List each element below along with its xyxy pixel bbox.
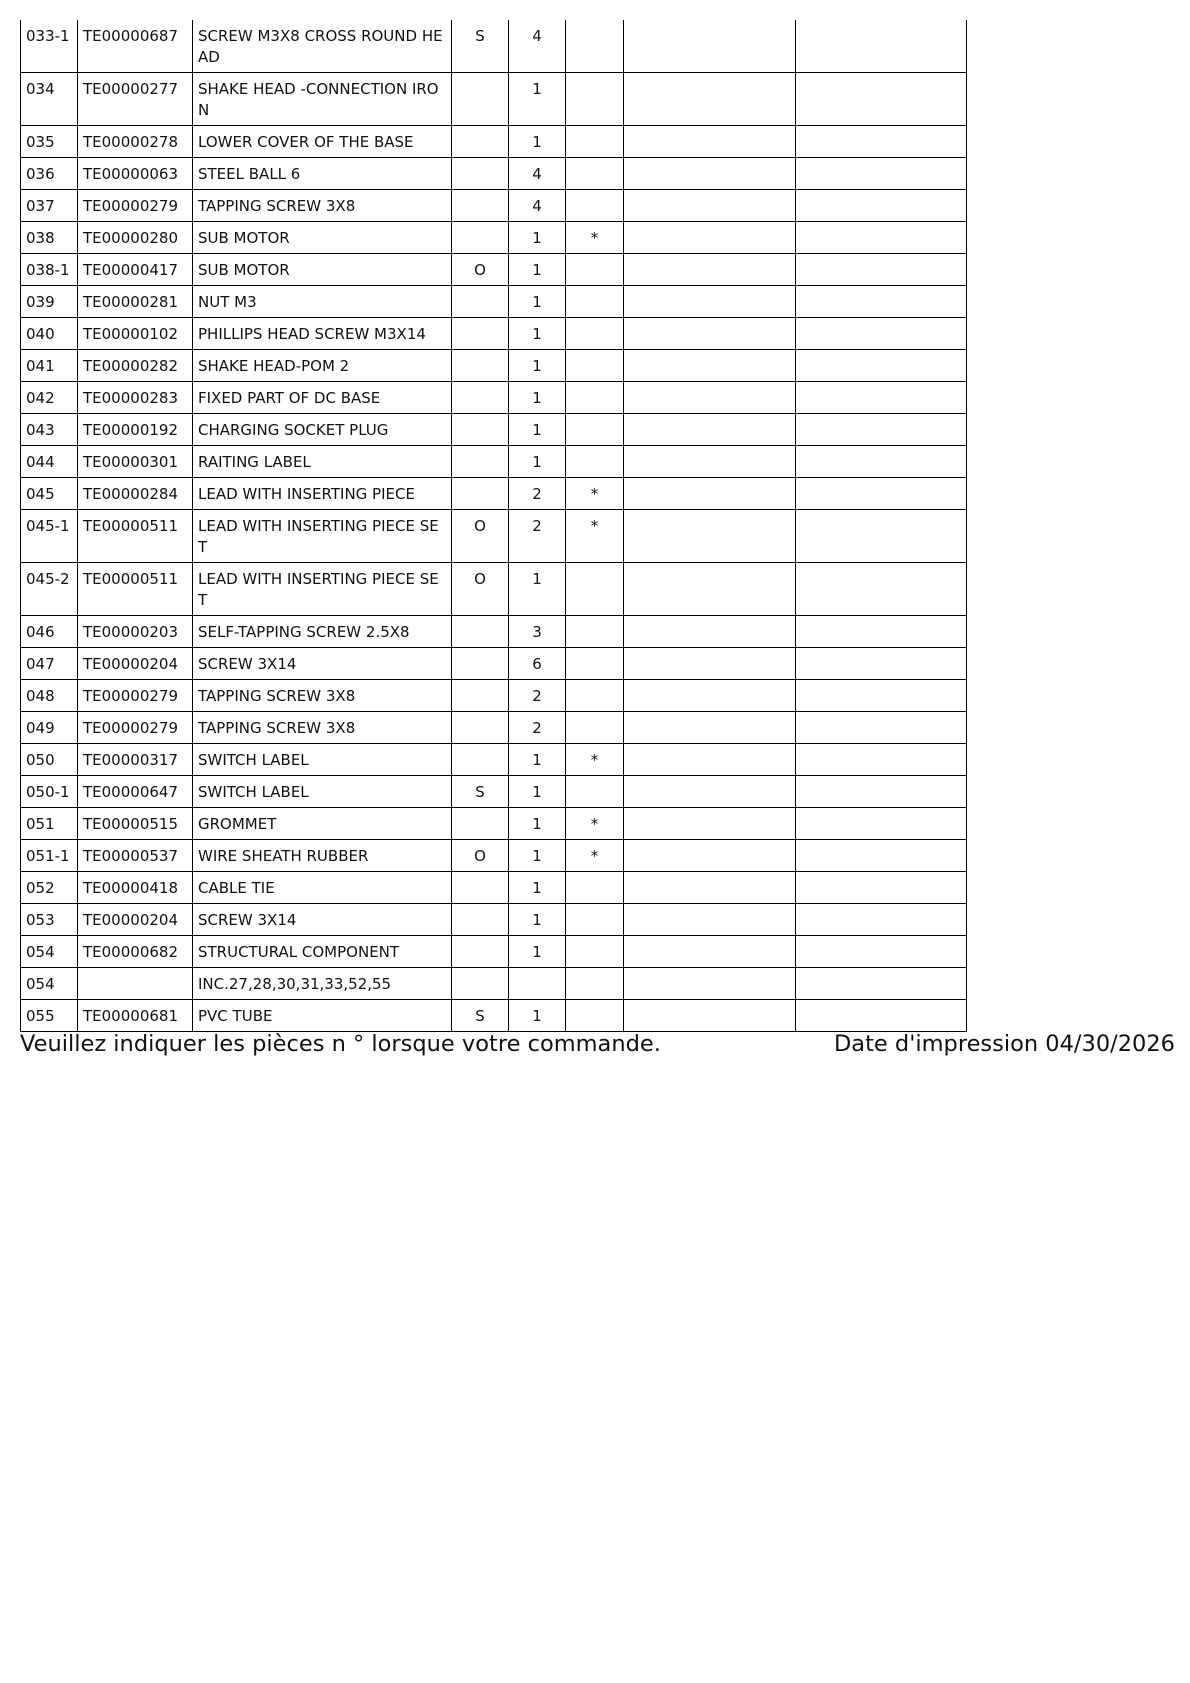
mark-cell: * — [566, 510, 624, 563]
blank-cell — [624, 904, 796, 936]
blank-cell — [624, 446, 796, 478]
part-number-cell: 051-1 — [21, 840, 78, 872]
blank-cell — [624, 510, 796, 563]
blank-cell — [796, 20, 967, 73]
description-cell: LEAD WITH INSERTING PIECE SE T — [193, 563, 452, 616]
description-cell: RAITING LABEL — [193, 446, 452, 478]
quantity-cell: 4 — [509, 20, 566, 73]
table-row — [21, 904, 967, 936]
mark-cell — [566, 126, 624, 158]
quantity-cell: 1 — [509, 222, 566, 254]
parts-table — [20, 20, 967, 1032]
part-number-cell: 052 — [21, 872, 78, 904]
mark-cell — [566, 286, 624, 318]
description-cell: SHAKE HEAD-POM 2 — [193, 350, 452, 382]
blank-cell — [624, 712, 796, 744]
blank-cell — [624, 680, 796, 712]
table-row — [21, 286, 967, 318]
blank-cell — [624, 318, 796, 350]
blank-cell — [624, 414, 796, 446]
flag-cell: S — [452, 776, 509, 808]
mark-cell — [566, 680, 624, 712]
mark-cell: * — [566, 808, 624, 840]
flag-cell — [452, 190, 509, 222]
table-row — [21, 414, 967, 446]
quantity-cell: 3 — [509, 616, 566, 648]
blank-cell — [624, 1000, 796, 1032]
mark-cell: * — [566, 478, 624, 510]
description-cell: LOWER COVER OF THE BASE — [193, 126, 452, 158]
description-cell: TAPPING SCREW 3X8 — [193, 680, 452, 712]
part-number-cell: 050-1 — [21, 776, 78, 808]
table-row — [21, 840, 967, 872]
blank-cell — [796, 254, 967, 286]
blank-cell — [796, 510, 967, 563]
blank-cell — [796, 776, 967, 808]
parts-table-body — [21, 20, 967, 1032]
quantity-cell: 1 — [509, 318, 566, 350]
blank-cell — [796, 1000, 967, 1032]
blank-cell — [796, 563, 967, 616]
description-cell: CABLE TIE — [193, 872, 452, 904]
table-row — [21, 446, 967, 478]
blank-cell — [796, 478, 967, 510]
table-row — [21, 478, 967, 510]
blank-cell — [796, 968, 967, 1000]
flag-cell — [452, 936, 509, 968]
part-number-cell: 049 — [21, 712, 78, 744]
part-code-cell: TE00000301 — [78, 446, 193, 478]
table-row — [21, 350, 967, 382]
mark-cell — [566, 563, 624, 616]
quantity-cell: 1 — [509, 808, 566, 840]
part-number-cell: 054 — [21, 936, 78, 968]
part-number-cell: 055 — [21, 1000, 78, 1032]
description-cell: SHAKE HEAD -CONNECTION IRO N — [193, 73, 452, 126]
flag-cell: O — [452, 563, 509, 616]
blank-cell — [624, 158, 796, 190]
part-number-cell: 044 — [21, 446, 78, 478]
quantity-cell: 1 — [509, 744, 566, 776]
quantity-cell: 2 — [509, 510, 566, 563]
blank-cell — [796, 446, 967, 478]
table-row — [21, 318, 967, 350]
quantity-cell: 1 — [509, 414, 566, 446]
description-cell: SWITCH LABEL — [193, 744, 452, 776]
blank-cell — [796, 350, 967, 382]
blank-cell — [624, 286, 796, 318]
flag-cell — [452, 808, 509, 840]
table-row — [21, 158, 967, 190]
blank-cell — [624, 968, 796, 1000]
part-code-cell: TE00000284 — [78, 478, 193, 510]
table-row — [21, 190, 967, 222]
quantity-cell: 4 — [509, 158, 566, 190]
blank-cell — [796, 318, 967, 350]
blank-cell — [624, 776, 796, 808]
flag-cell — [452, 478, 509, 510]
quantity-cell: 2 — [509, 478, 566, 510]
part-number-cell: 050 — [21, 744, 78, 776]
quantity-cell: 1 — [509, 446, 566, 478]
part-number-cell: 036 — [21, 158, 78, 190]
table-row — [21, 616, 967, 648]
flag-cell — [452, 712, 509, 744]
description-cell: SUB MOTOR — [193, 254, 452, 286]
mark-cell — [566, 872, 624, 904]
blank-cell — [624, 254, 796, 286]
blank-cell — [796, 382, 967, 414]
part-number-cell: 051 — [21, 808, 78, 840]
blank-cell — [624, 808, 796, 840]
part-number-cell: 045-1 — [21, 510, 78, 563]
part-number-cell: 053 — [21, 904, 78, 936]
flag-cell — [452, 286, 509, 318]
description-cell: SCREW 3X14 — [193, 648, 452, 680]
part-code-cell: TE00000537 — [78, 840, 193, 872]
part-code-cell: TE00000317 — [78, 744, 193, 776]
blank-cell — [796, 616, 967, 648]
part-code-cell: TE00000279 — [78, 680, 193, 712]
part-number-cell: 033-1 — [21, 20, 78, 73]
quantity-cell: 1 — [509, 840, 566, 872]
blank-cell — [624, 563, 796, 616]
table-row — [21, 776, 967, 808]
table-row — [21, 222, 967, 254]
description-cell: INC.27,28,30,31,33,52,55 — [193, 968, 452, 1000]
quantity-cell: 1 — [509, 563, 566, 616]
part-number-cell: 046 — [21, 616, 78, 648]
mark-cell: * — [566, 840, 624, 872]
quantity-cell: 1 — [509, 904, 566, 936]
quantity-cell: 1 — [509, 872, 566, 904]
part-number-cell: 045-2 — [21, 563, 78, 616]
description-cell: NUT M3 — [193, 286, 452, 318]
quantity-cell: 1 — [509, 776, 566, 808]
blank-cell — [624, 872, 796, 904]
blank-cell — [796, 872, 967, 904]
part-code-cell: TE00000203 — [78, 616, 193, 648]
part-code-cell: TE00000277 — [78, 73, 193, 126]
flag-cell — [452, 446, 509, 478]
mark-cell — [566, 73, 624, 126]
mark-cell — [566, 382, 624, 414]
part-number-cell: 038-1 — [21, 254, 78, 286]
part-code-cell: TE00000063 — [78, 158, 193, 190]
flag-cell — [452, 73, 509, 126]
flag-cell: O — [452, 510, 509, 563]
mark-cell — [566, 158, 624, 190]
quantity-cell: 6 — [509, 648, 566, 680]
order-note: Veuillez indiquer les pièces n ° lorsque votre commande. — [20, 1031, 661, 1057]
quantity-cell: 1 — [509, 254, 566, 286]
flag-cell — [452, 648, 509, 680]
blank-cell — [624, 126, 796, 158]
table-row — [21, 712, 967, 744]
flag-cell: O — [452, 254, 509, 286]
blank-cell — [796, 904, 967, 936]
part-number-cell: 039 — [21, 286, 78, 318]
mark-cell — [566, 350, 624, 382]
blank-cell — [796, 712, 967, 744]
table-row — [21, 968, 967, 1000]
blank-cell — [624, 20, 796, 73]
quantity-cell: 1 — [509, 73, 566, 126]
flag-cell — [452, 744, 509, 776]
flag-cell — [452, 158, 509, 190]
blank-cell — [624, 648, 796, 680]
part-code-cell: TE00000280 — [78, 222, 193, 254]
mark-cell — [566, 968, 624, 1000]
flag-cell — [452, 680, 509, 712]
flag-cell — [452, 968, 509, 1000]
blank-cell — [796, 286, 967, 318]
description-cell: WIRE SHEATH RUBBER — [193, 840, 452, 872]
mark-cell: * — [566, 744, 624, 776]
flag-cell — [452, 126, 509, 158]
description-cell: CHARGING SOCKET PLUG — [193, 414, 452, 446]
blank-cell — [624, 616, 796, 648]
part-number-cell: 040 — [21, 318, 78, 350]
part-code-cell: TE00000282 — [78, 350, 193, 382]
part-code-cell: TE00000281 — [78, 286, 193, 318]
mark-cell: * — [566, 222, 624, 254]
quantity-cell: 1 — [509, 126, 566, 158]
print-date: Date d'impression 04/30/2026 — [833, 1031, 1175, 1057]
description-cell: FIXED PART OF DC BASE — [193, 382, 452, 414]
blank-cell — [796, 158, 967, 190]
flag-cell — [452, 414, 509, 446]
mark-cell — [566, 20, 624, 73]
part-number-cell: 038 — [21, 222, 78, 254]
description-cell: LEAD WITH INSERTING PIECE SE T — [193, 510, 452, 563]
flag-cell: S — [452, 1000, 509, 1032]
part-code-cell: TE00000279 — [78, 712, 193, 744]
quantity-cell: 2 — [509, 712, 566, 744]
blank-cell — [796, 126, 967, 158]
mark-cell — [566, 936, 624, 968]
part-code-cell: TE00000102 — [78, 318, 193, 350]
flag-cell — [452, 616, 509, 648]
description-cell: SCREW M3X8 CROSS ROUND HE AD — [193, 20, 452, 73]
part-number-cell: 047 — [21, 648, 78, 680]
mark-cell — [566, 1000, 624, 1032]
quantity-cell: 1 — [509, 936, 566, 968]
blank-cell — [796, 648, 967, 680]
description-cell: STRUCTURAL COMPONENT — [193, 936, 452, 968]
part-code-cell: TE00000418 — [78, 872, 193, 904]
flag-cell — [452, 318, 509, 350]
flag-cell — [452, 382, 509, 414]
table-row — [21, 382, 967, 414]
quantity-cell: 1 — [509, 350, 566, 382]
table-row — [21, 936, 967, 968]
description-cell: STEEL BALL 6 — [193, 158, 452, 190]
mark-cell — [566, 254, 624, 286]
flag-cell — [452, 872, 509, 904]
part-number-cell: 043 — [21, 414, 78, 446]
part-code-cell: TE00000283 — [78, 382, 193, 414]
quantity-cell: 2 — [509, 680, 566, 712]
quantity-cell: 4 — [509, 190, 566, 222]
table-row — [21, 510, 967, 563]
quantity-cell — [509, 968, 566, 1000]
part-code-cell — [78, 968, 193, 1000]
table-row — [21, 744, 967, 776]
part-code-cell: TE00000279 — [78, 190, 193, 222]
mark-cell — [566, 446, 624, 478]
table-row — [21, 808, 967, 840]
blank-cell — [796, 222, 967, 254]
mark-cell — [566, 712, 624, 744]
description-cell: SWITCH LABEL — [193, 776, 452, 808]
part-code-cell: TE00000511 — [78, 510, 193, 563]
part-number-cell: 035 — [21, 126, 78, 158]
flag-cell — [452, 904, 509, 936]
quantity-cell: 1 — [509, 286, 566, 318]
flag-cell — [452, 222, 509, 254]
part-code-cell: TE00000192 — [78, 414, 193, 446]
part-code-cell: TE00000515 — [78, 808, 193, 840]
table-row — [21, 563, 967, 616]
description-cell: TAPPING SCREW 3X8 — [193, 190, 452, 222]
part-code-cell: TE00000204 — [78, 904, 193, 936]
blank-cell — [624, 73, 796, 126]
mark-cell — [566, 904, 624, 936]
table-row — [21, 254, 967, 286]
table-row — [21, 648, 967, 680]
description-cell: PHILLIPS HEAD SCREW M3X14 — [193, 318, 452, 350]
table-row — [21, 680, 967, 712]
blank-cell — [624, 190, 796, 222]
part-code-cell: TE00000278 — [78, 126, 193, 158]
part-code-cell: TE00000687 — [78, 20, 193, 73]
blank-cell — [624, 222, 796, 254]
table-row — [21, 1000, 967, 1032]
quantity-cell: 1 — [509, 382, 566, 414]
table-row — [21, 73, 967, 126]
description-cell: SCREW 3X14 — [193, 904, 452, 936]
part-number-cell: 041 — [21, 350, 78, 382]
blank-cell — [624, 840, 796, 872]
description-cell: SELF-TAPPING SCREW 2.5X8 — [193, 616, 452, 648]
blank-cell — [796, 808, 967, 840]
description-cell: LEAD WITH INSERTING PIECE — [193, 478, 452, 510]
mark-cell — [566, 776, 624, 808]
blank-cell — [624, 744, 796, 776]
description-cell: TAPPING SCREW 3X8 — [193, 712, 452, 744]
part-number-cell: 045 — [21, 478, 78, 510]
flag-cell — [452, 350, 509, 382]
blank-cell — [796, 680, 967, 712]
table-row — [21, 126, 967, 158]
part-number-cell: 037 — [21, 190, 78, 222]
flag-cell: O — [452, 840, 509, 872]
mark-cell — [566, 616, 624, 648]
part-code-cell: TE00000681 — [78, 1000, 193, 1032]
blank-cell — [796, 414, 967, 446]
part-code-cell: TE00000647 — [78, 776, 193, 808]
mark-cell — [566, 648, 624, 680]
blank-cell — [624, 350, 796, 382]
blank-cell — [796, 936, 967, 968]
part-code-cell: TE00000417 — [78, 254, 193, 286]
part-code-cell: TE00000682 — [78, 936, 193, 968]
table-row — [21, 20, 967, 73]
mark-cell — [566, 190, 624, 222]
blank-cell — [796, 73, 967, 126]
part-number-cell: 054 — [21, 968, 78, 1000]
table-row — [21, 872, 967, 904]
part-number-cell: 048 — [21, 680, 78, 712]
part-code-cell: TE00000511 — [78, 563, 193, 616]
blank-cell — [796, 840, 967, 872]
description-cell: GROMMET — [193, 808, 452, 840]
description-cell: SUB MOTOR — [193, 222, 452, 254]
blank-cell — [624, 478, 796, 510]
blank-cell — [796, 744, 967, 776]
blank-cell — [624, 382, 796, 414]
part-code-cell: TE00000204 — [78, 648, 193, 680]
part-number-cell: 034 — [21, 73, 78, 126]
blank-cell — [624, 936, 796, 968]
mark-cell — [566, 318, 624, 350]
description-cell: PVC TUBE — [193, 1000, 452, 1032]
blank-cell — [796, 190, 967, 222]
mark-cell — [566, 414, 624, 446]
flag-cell: S — [452, 20, 509, 73]
part-number-cell: 042 — [21, 382, 78, 414]
quantity-cell: 1 — [509, 1000, 566, 1032]
